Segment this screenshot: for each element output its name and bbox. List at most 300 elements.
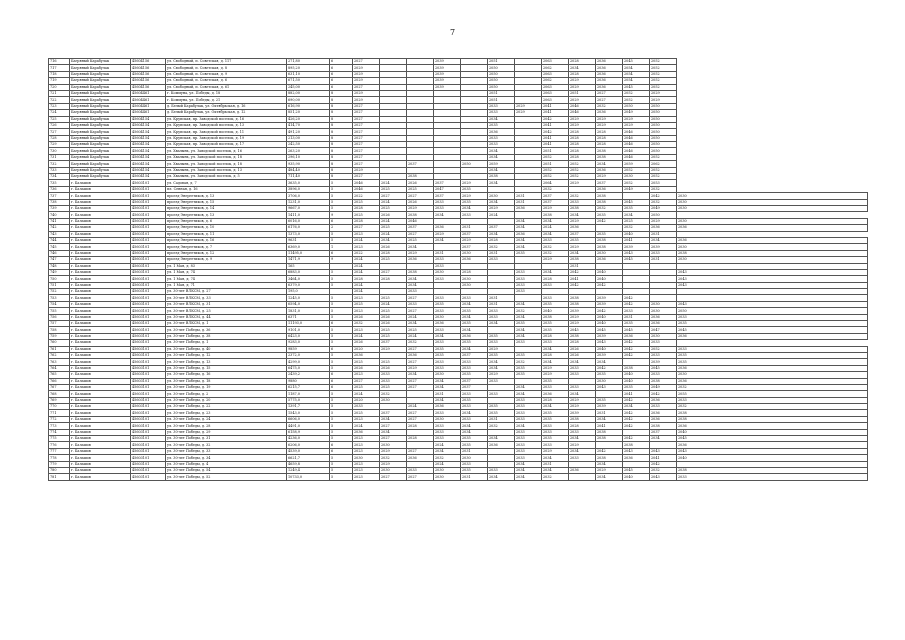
table-cell: 2020 xyxy=(353,346,380,352)
table-cell: 2036 xyxy=(677,442,868,448)
table-cell: 2034 xyxy=(488,154,515,160)
table-cell: ул. Свободный, п. Советская, д. 117 xyxy=(166,59,287,65)
table-cell: 6 xyxy=(330,378,353,384)
table-cell: г. Балашов xyxy=(70,365,131,371)
table-cell: 2045 xyxy=(623,59,650,65)
table-cell: ул. Крупская, пр. Заводской поселок, д. 11 xyxy=(166,129,287,135)
table-cell: 2034 xyxy=(488,116,515,122)
table-cell: 2040 xyxy=(596,276,623,282)
table-cell: 2035 xyxy=(461,397,488,403)
table-cell: Багряный Карабулак xyxy=(70,90,131,96)
table-cell: 2050 xyxy=(461,161,488,167)
table-cell: 45603101 xyxy=(131,429,166,435)
table-cell: 2033 xyxy=(434,429,461,435)
table-cell: пл. Сенная, д. 16 xyxy=(166,186,287,192)
table-cell: 2024 xyxy=(353,237,380,243)
table-cell: 2033 xyxy=(353,404,380,410)
table-cell: 737 xyxy=(49,193,70,199)
table-cell: 2023 xyxy=(353,436,380,442)
table-cell: 2034 xyxy=(461,314,488,320)
table-cell: 2033 xyxy=(488,378,515,384)
table-cell: 2059 xyxy=(488,161,515,167)
table-cell: 2034 xyxy=(569,212,596,218)
table-cell: 2024 xyxy=(353,333,380,339)
table-cell: 2040 xyxy=(596,314,623,320)
table-cell: 2025 xyxy=(353,384,380,390)
table-cell: 45604156 xyxy=(131,71,166,77)
table-cell: 2045 xyxy=(623,199,650,205)
table-cell: 8 xyxy=(330,161,353,167)
table-cell: 2035 xyxy=(461,442,488,448)
table-cell: г. Балашов xyxy=(70,327,131,333)
table-cell: 45603101 xyxy=(131,212,166,218)
table-cell: 8 xyxy=(330,142,353,148)
table-cell: 2029 xyxy=(407,365,434,371)
table-cell: 2032 xyxy=(542,186,569,192)
table-cell: 2033 xyxy=(515,448,542,454)
table-cell: 6 xyxy=(330,372,353,378)
table-cell: ул. 30-лет Победы, д. 18 xyxy=(166,378,287,384)
table-cell: 2024 xyxy=(434,442,461,448)
table-cell: 2029 xyxy=(569,78,596,84)
table-cell: 2038 xyxy=(407,269,434,275)
table-cell: 2045 xyxy=(677,436,868,442)
table-cell: 2033 xyxy=(569,199,596,205)
table-cell: 2033 xyxy=(515,442,542,448)
table-cell: 2029 xyxy=(515,110,542,116)
table-cell: 2027 xyxy=(353,225,380,231)
table-cell: 2045 xyxy=(650,365,677,371)
table-cell: г. Балашов xyxy=(70,340,131,346)
table-cell: 2023 xyxy=(353,372,380,378)
table-cell: 45603101 xyxy=(131,410,166,416)
table-cell: 2038 xyxy=(650,423,677,429)
table-cell: 2028 xyxy=(569,148,596,154)
table-cell: 2036 xyxy=(650,225,677,231)
table-cell: 2037 xyxy=(488,225,515,231)
table-cell: 745 xyxy=(49,244,70,250)
table-cell: 45604154 xyxy=(131,167,166,173)
table-cell: 2029 xyxy=(542,372,569,378)
table-cell: 6 xyxy=(330,250,353,256)
table-cell: 2049 xyxy=(623,186,650,192)
table-cell: 245,00 xyxy=(287,84,330,90)
table-cell: 5 xyxy=(330,327,353,333)
table-cell: ул. 30-лет Победы, д. 19 xyxy=(166,384,287,390)
table-cell: 2050 xyxy=(650,142,677,148)
table-cell: 2037 xyxy=(407,161,434,167)
table-cell: 45603101 xyxy=(131,352,166,358)
table-cell: 2024 xyxy=(380,218,407,224)
table-cell: 2026 xyxy=(353,340,380,346)
table-cell: 45603101 xyxy=(131,295,166,301)
table-cell: ул. 30-лет ВЛКСМ, д. 31 xyxy=(166,301,287,307)
table-cell: 2046 xyxy=(623,148,650,154)
table-cell: 2037 xyxy=(542,193,569,199)
table-cell: г. Балашов xyxy=(70,455,131,461)
table-cell: 2039 xyxy=(434,78,461,84)
table-cell: проезд Энергетиков, д. 16 xyxy=(166,237,287,243)
table-cell: 2033 xyxy=(650,404,677,410)
table-cell: 2023 xyxy=(353,474,380,480)
table-cell: 2027 xyxy=(353,116,380,122)
table-cell: 2038 xyxy=(407,212,434,218)
table-cell: 2031 xyxy=(434,391,461,397)
table-cell: 4659,8 xyxy=(287,461,330,467)
table-cell: 2052 xyxy=(650,346,677,352)
table-cell: 2036 xyxy=(569,468,596,474)
table-cell: г. Балашов xyxy=(70,257,131,263)
table-cell: 2032 xyxy=(569,193,596,199)
table-cell: 2030 xyxy=(677,218,868,224)
table-cell: 2033 xyxy=(434,308,461,314)
table-cell: 2029 xyxy=(596,122,623,128)
table-cell: 2029 xyxy=(650,97,677,103)
table-cell: Багряный Карабулак xyxy=(70,110,131,116)
table-cell: 2032 xyxy=(515,359,542,365)
table-cell: 1411,0 xyxy=(287,212,330,218)
table-cell: 6883,0 xyxy=(287,269,330,275)
table-cell: 2029 xyxy=(569,218,596,224)
table-cell: 5 xyxy=(330,333,353,339)
table-cell: 2028 xyxy=(596,135,623,141)
table-cell: 2029 xyxy=(380,346,407,352)
table-cell: 2038 xyxy=(623,442,650,448)
table-cell: 2032 xyxy=(407,340,434,346)
table-cell: 2029 xyxy=(488,372,515,378)
table-cell: 2051 xyxy=(542,148,569,154)
table-cell: 2024 xyxy=(407,333,434,339)
table-cell: 2040 xyxy=(677,429,868,435)
table-cell: 2029 xyxy=(569,116,596,122)
table-cell: 2040 xyxy=(596,321,623,327)
table-cell: г. Балашов xyxy=(70,372,131,378)
table-cell: 2027 xyxy=(407,448,434,454)
table-cell: 2036 xyxy=(677,333,868,339)
table-cell: 4299,0 xyxy=(287,359,330,365)
table-cell: г. Балашов xyxy=(70,301,131,307)
table-cell: 2041 xyxy=(650,455,677,461)
table-cell: 2025 xyxy=(380,257,407,263)
table-cell: проезд Энергетиков, д. 7 xyxy=(166,244,287,250)
table-cell: 711,40 xyxy=(287,174,330,180)
table-cell: 45604154 xyxy=(131,122,166,128)
table-cell: 5 xyxy=(330,193,353,199)
table-cell: 2038 xyxy=(596,154,623,160)
table-cell: 2034 xyxy=(515,391,542,397)
table-cell: 2032 xyxy=(623,225,650,231)
table-cell: 2034 xyxy=(515,237,542,243)
table-cell: 2030 xyxy=(380,397,407,403)
table-cell: 5 xyxy=(330,455,353,461)
table-cell: 6176,0 xyxy=(287,225,330,231)
table-cell: 781 xyxy=(49,474,70,480)
table-cell: 2033 xyxy=(515,289,542,295)
table-cell: 2027 xyxy=(353,154,380,160)
table-cell: 6423,0 xyxy=(287,333,330,339)
table-cell: 2035 xyxy=(461,186,488,192)
table-cell: 2037 xyxy=(461,244,488,250)
table-cell: 763 xyxy=(49,359,70,365)
table-cell: 2033 xyxy=(434,327,461,333)
table-cell: Багряный Карабулак xyxy=(70,142,131,148)
table-cell: 45603101 xyxy=(131,327,166,333)
table-cell: 2029 xyxy=(650,218,677,224)
table-cell: г. Балашов xyxy=(70,404,131,410)
table-cell: ул. Свободный, п. Советская, д. 61 xyxy=(166,84,287,90)
table-cell: 2034 xyxy=(407,372,434,378)
table-cell: 2038 xyxy=(569,416,596,422)
table-cell: 5 xyxy=(330,468,353,474)
table-cell: 2040 xyxy=(623,231,650,237)
table-cell: 5 xyxy=(330,423,353,429)
table-cell: 2033 xyxy=(515,436,542,442)
table-cell: 45603101 xyxy=(131,378,166,384)
table-cell: 2038 xyxy=(596,429,623,435)
table-cell: 4236,0 xyxy=(287,436,330,442)
data-table xyxy=(48,58,868,481)
table-cell: 2034 xyxy=(515,301,542,307)
table-cell: г. Балашов xyxy=(70,282,131,288)
table-cell: 2052 xyxy=(623,97,650,103)
table-cell: 2063 xyxy=(542,59,569,65)
table-cell: 2033 xyxy=(434,436,461,442)
table-cell: 8 xyxy=(330,129,353,135)
table-cell: 45603101 xyxy=(131,231,166,237)
table-cell: 8 xyxy=(330,97,353,103)
table-cell: 2033 xyxy=(650,250,677,256)
table-cell: 2038 xyxy=(596,193,623,199)
table-cell: 45603101 xyxy=(131,263,166,269)
table-cell: г. Балашов xyxy=(70,416,131,422)
table-cell: проезд Энергетиков, д. 13 xyxy=(166,193,287,199)
table-cell: 690,00 xyxy=(287,97,330,103)
table-cell: 2035 xyxy=(677,359,868,365)
table-cell: 5 xyxy=(330,340,353,346)
table-cell: 2028 xyxy=(569,423,596,429)
table-cell: ул. 30-лет Победы, д. 15 xyxy=(166,365,287,371)
table-cell: 2030 xyxy=(461,282,488,288)
table-cell: 4539,0 xyxy=(287,448,330,454)
table-cell: 749 xyxy=(49,269,70,275)
table-cell: 2439,2 xyxy=(287,372,330,378)
table-cell: 2030 xyxy=(434,372,461,378)
table-cell: 2047 xyxy=(650,327,677,333)
table-cell: 2063 xyxy=(542,97,569,103)
table-cell: г. Балашов xyxy=(70,314,131,320)
table-cell: 6 xyxy=(330,218,353,224)
table-cell: 9631 xyxy=(287,237,330,243)
table-cell: 2024 xyxy=(353,269,380,275)
table-cell: 2023 xyxy=(353,448,380,454)
table-cell: ул. 30-лет Победы, д. 24 xyxy=(166,416,287,422)
table-cell: 2037 xyxy=(542,199,569,205)
table-cell: 2033 xyxy=(542,282,569,288)
table-cell: 2054 xyxy=(623,78,650,84)
table-cell: 2034 xyxy=(515,474,542,480)
table-cell: ул. Свободный, п. Советская, д. 9 xyxy=(166,71,287,77)
table-cell: 2034 xyxy=(623,404,650,410)
table-cell: 45603101 xyxy=(131,186,166,192)
table-cell: 2052 xyxy=(569,174,596,180)
table-cell: 2039 xyxy=(596,333,623,339)
table-cell: 2036 xyxy=(623,333,650,339)
table-cell: 2041 xyxy=(623,391,650,397)
table-cell: 2033 xyxy=(488,391,515,397)
table-cell: 2032 xyxy=(353,321,380,327)
table-cell: 760 xyxy=(49,340,70,346)
table-cell: 2033 xyxy=(677,346,868,352)
table-cell: г. Балашов xyxy=(70,352,131,358)
table-cell: 2034 xyxy=(488,474,515,480)
table-cell: 769 xyxy=(49,397,70,403)
table-cell: 2038 xyxy=(569,295,596,301)
table-cell: 2036 xyxy=(488,129,515,135)
table-cell: Багряный Карабулак xyxy=(70,122,131,128)
table-cell: 747 xyxy=(49,257,70,263)
table-cell: 2052 xyxy=(569,161,596,167)
table-cell: 2034 xyxy=(596,474,623,480)
table-cell: 2034 xyxy=(434,378,461,384)
table-cell: 2038 xyxy=(596,237,623,243)
table-cell: 2034 xyxy=(515,244,542,250)
table-cell: 2029 xyxy=(569,122,596,128)
table-cell: 8 xyxy=(330,167,353,173)
table-cell: 8 xyxy=(330,110,353,116)
table-cell: 2028 xyxy=(407,436,434,442)
table-cell: 2031 xyxy=(488,416,515,422)
table-cell: 773 xyxy=(49,423,70,429)
table-cell: 2033 xyxy=(623,308,650,314)
table-cell: 738 xyxy=(49,199,70,205)
table-cell: 2042 xyxy=(569,269,596,275)
table-cell: 2035 xyxy=(569,237,596,243)
table-cell: 2038 xyxy=(677,410,868,416)
table-cell: г. Балашов xyxy=(70,384,131,390)
table-cell: Багряный Карабулак xyxy=(70,161,131,167)
table-cell: 11495,0 xyxy=(287,250,330,256)
table-cell: 733 xyxy=(49,167,70,173)
table-cell: 2025 xyxy=(380,205,407,211)
table-cell: 2036 xyxy=(623,455,650,461)
table-cell: 2054 xyxy=(623,65,650,71)
table-cell: 5 xyxy=(330,301,353,307)
table-cell: Багряный Карабулак xyxy=(70,71,131,77)
table-cell: 2033 xyxy=(461,461,488,467)
table-cell: 9667,0 xyxy=(287,205,330,211)
table-cell: 45603101 xyxy=(131,333,166,339)
table-cell: 45604461 xyxy=(131,110,166,116)
table-cell: 45604156 xyxy=(131,59,166,65)
table-cell: 5 xyxy=(330,436,353,442)
table-cell: 45604461 xyxy=(131,90,166,96)
table-cell: 2052 xyxy=(623,180,650,186)
table-cell: 2033 xyxy=(515,410,542,416)
table-cell: 2027 xyxy=(353,142,380,148)
table-cell: 213,00 xyxy=(287,135,330,141)
table-cell: г. Балашов xyxy=(70,180,131,186)
table-cell: 45603101 xyxy=(131,442,166,448)
table-cell: 1187,0 xyxy=(287,391,330,397)
table-cell: 6621,7 xyxy=(287,455,330,461)
table-cell: 2032 xyxy=(542,250,569,256)
table-cell: 5 xyxy=(330,314,353,320)
table-cell: ул. 30-лет Победы, д. 28 xyxy=(166,423,287,429)
table-cell: 2052 xyxy=(650,59,677,65)
table-cell: 2059 xyxy=(623,161,650,167)
table-cell: 2034 xyxy=(380,237,407,243)
table-cell: 2035 xyxy=(596,231,623,237)
table-cell: 2034 xyxy=(488,365,515,371)
table-cell: проезд Энергетиков, д. 11 xyxy=(166,231,287,237)
table-cell: 2046 xyxy=(353,186,380,192)
table-cell: 2042 xyxy=(623,410,650,416)
table-cell: 2035 xyxy=(677,352,868,358)
table-cell: ул. 30-лет Победы, д. 1 xyxy=(166,340,287,346)
table-cell: 2027 xyxy=(353,122,380,128)
table-cell: 2033 xyxy=(488,314,515,320)
table-cell: 2027 xyxy=(380,474,407,480)
table-cell: 2027 xyxy=(407,359,434,365)
table-cell xyxy=(569,474,596,480)
table-cell: 726 xyxy=(49,122,70,128)
table-cell: 2034 xyxy=(461,205,488,211)
table-cell: г. Балашов xyxy=(70,212,131,218)
table-cell: 2026 xyxy=(380,321,407,327)
table-cell: 2027 xyxy=(407,346,434,352)
table-cell: г. Балашов xyxy=(70,448,131,454)
table-cell: 2033 xyxy=(515,455,542,461)
table-cell: 2039 xyxy=(434,65,461,71)
table-cell: 2038 xyxy=(569,333,596,339)
table-cell: 2034 xyxy=(596,161,623,167)
table-cell: 2036 xyxy=(650,416,677,422)
table-cell: 2036 xyxy=(650,314,677,320)
table-cell: 2025 xyxy=(380,359,407,365)
table-cell: 2033 xyxy=(569,384,596,390)
table-cell: 2050 xyxy=(650,212,677,218)
table-cell: 2054 xyxy=(623,71,650,77)
table-cell: 2027 xyxy=(407,416,434,422)
table-cell: 2035 xyxy=(542,436,569,442)
table-cell: 2025 xyxy=(380,308,407,314)
table-cell: 2042 xyxy=(623,295,650,301)
table-cell: 45603101 xyxy=(131,205,166,211)
table-cell: 2043 xyxy=(596,384,623,390)
table-cell: 2034 xyxy=(542,404,569,410)
table-cell: 2055 xyxy=(677,391,868,397)
table-cell: 2050 xyxy=(650,148,677,154)
table-cell: ул. 30-лет Победы, д. 32 xyxy=(166,442,287,448)
table-cell: 776 xyxy=(49,442,70,448)
table-cell: 2052 xyxy=(650,65,677,71)
table-cell: 2027 xyxy=(380,193,407,199)
table-cell: 2038 xyxy=(623,365,650,371)
table-cell: 2034 xyxy=(596,359,623,365)
table-cell: проезд Энергетиков, д. 15 xyxy=(166,199,287,205)
table-cell: 2036 xyxy=(677,365,868,371)
table-cell: г. Балашов xyxy=(70,468,131,474)
table-cell: 45603101 xyxy=(131,384,166,390)
table-cell: 1373,0 xyxy=(287,231,330,237)
table-cell: 2023 xyxy=(353,308,380,314)
table-cell: 2036 xyxy=(488,442,515,448)
table-cell: 2043 xyxy=(677,276,868,282)
table-cell: г. Балашов xyxy=(70,193,131,199)
table-cell: 2027 xyxy=(407,295,434,301)
table-cell: 2034 xyxy=(461,423,488,429)
table-cell: 2052 xyxy=(542,167,569,173)
